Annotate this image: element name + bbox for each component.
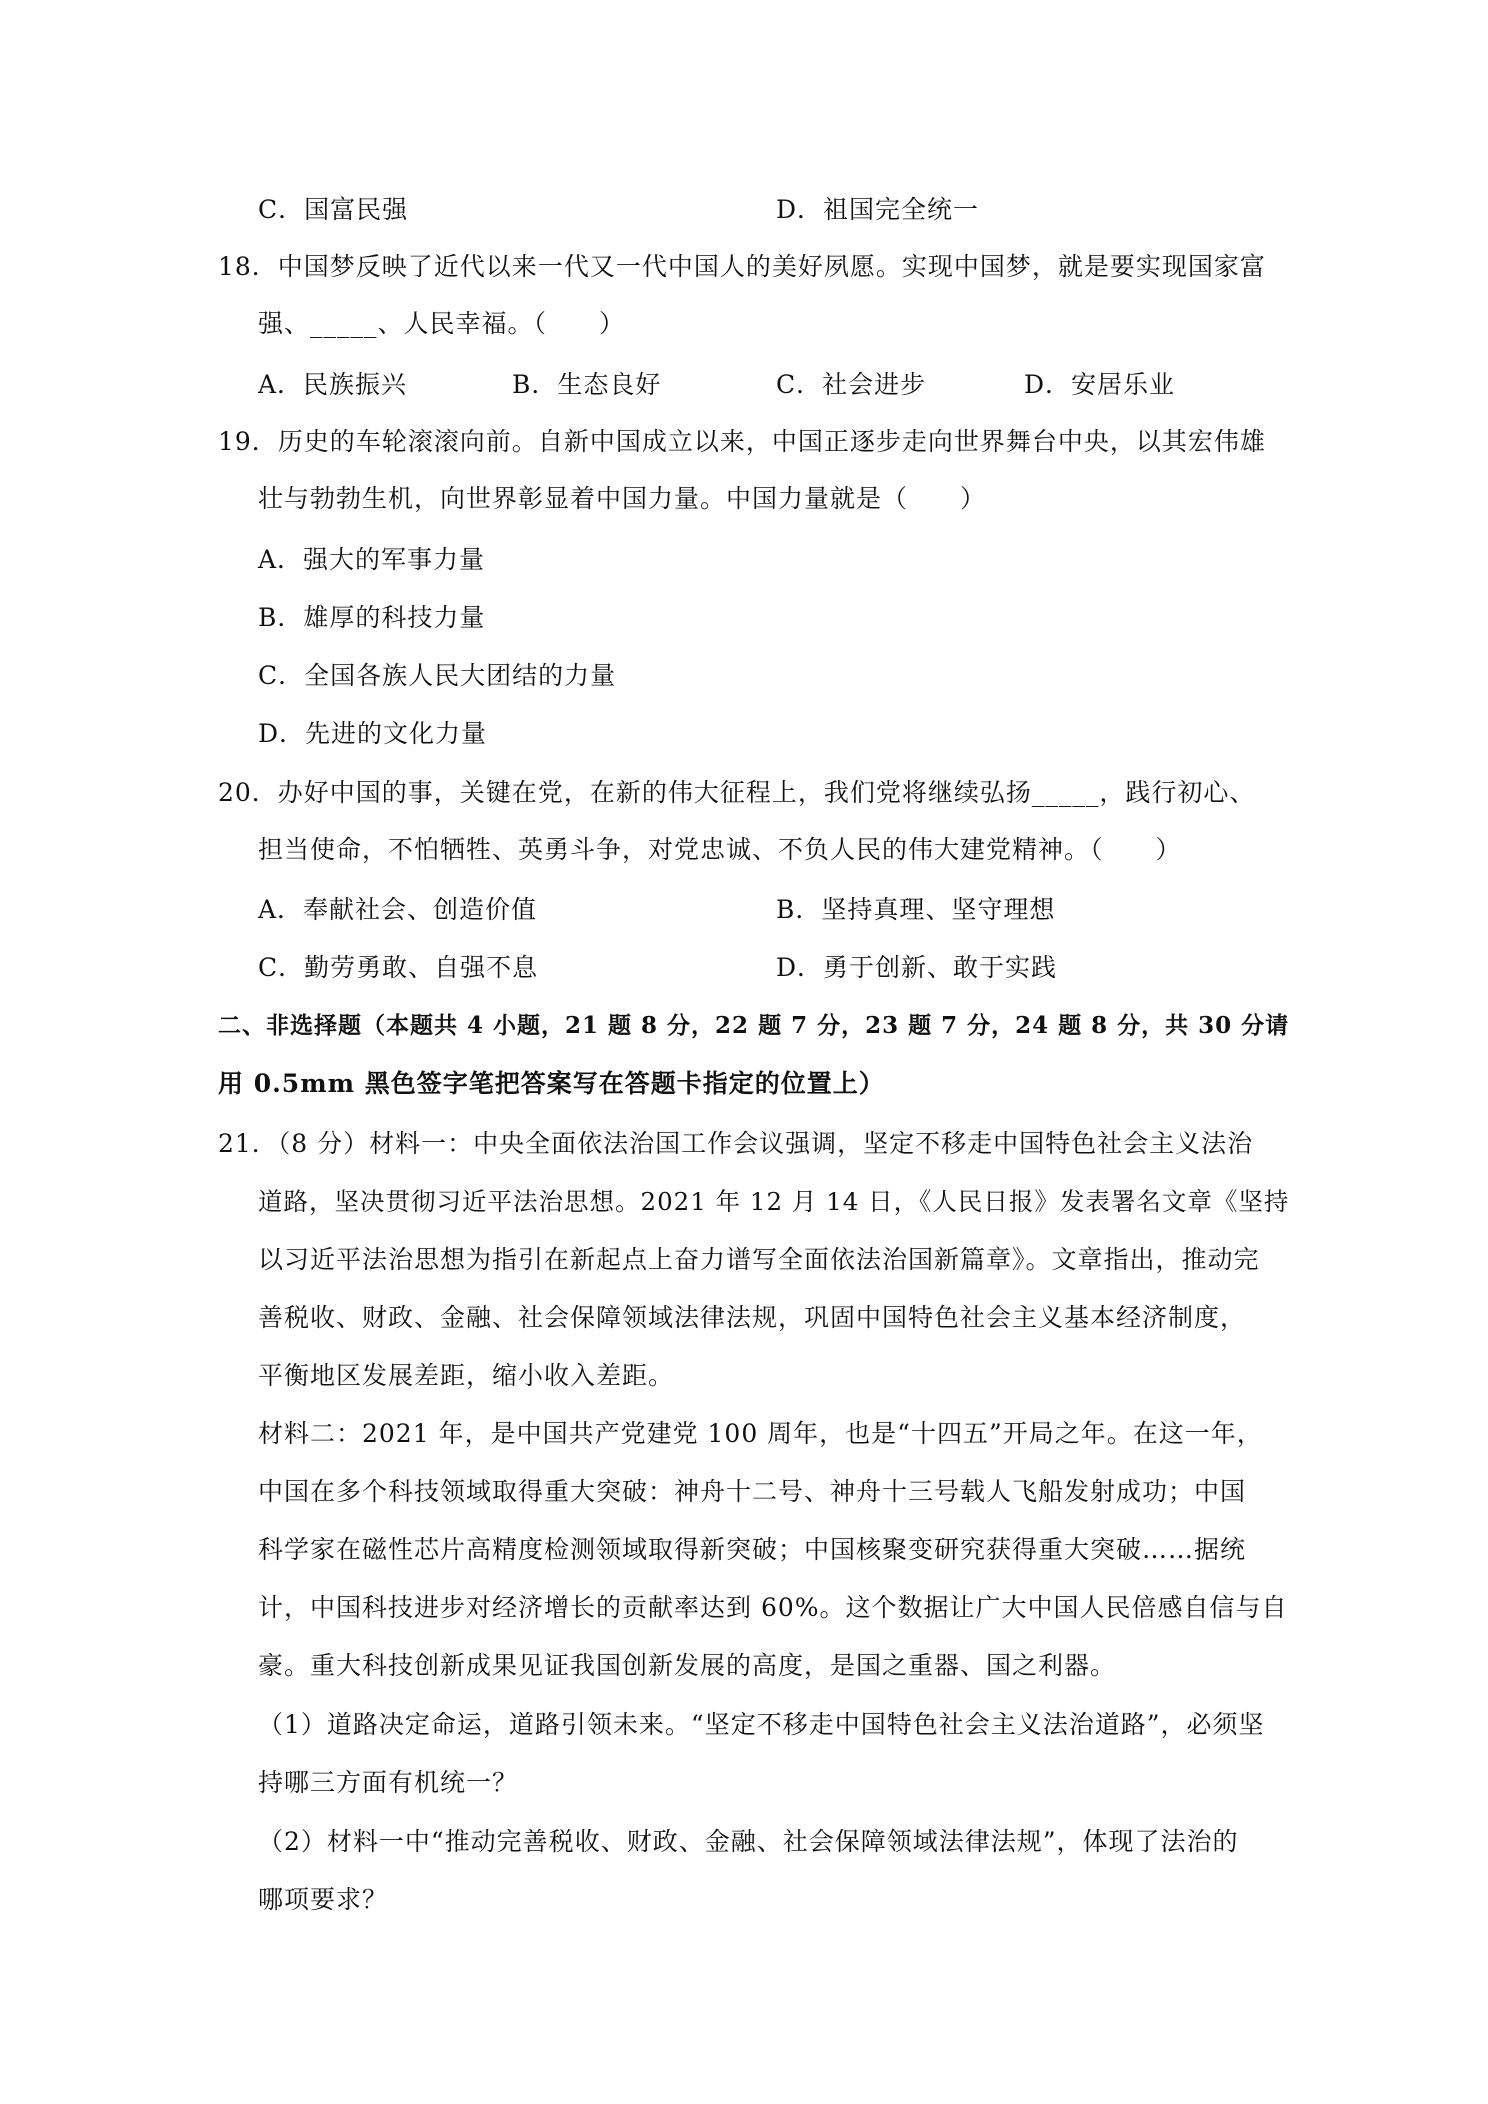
q17-option-c: C．国富民强 [258, 195, 409, 224]
q20-option-d: D．勇于创新、敢于实践 [776, 953, 1058, 982]
q18-option-c: C．社会进步 [776, 370, 927, 399]
section2-heading-line2: 用 0.5mm 黑色签字笔把答案写在答题卡指定的位置上） [218, 1069, 885, 1098]
q21-material2-line4: 计，中国科技进步对经济增长的贡献率达到 60%。这个数据让广大中国人民倍感自信与自 [258, 1593, 1288, 1622]
q21-material2-line2: 中国在多个科技领域取得重大突破：神舟十二号、神舟十三号载人飞船发射成功；中国 [258, 1477, 1247, 1506]
q20-stem-line2: 担当使命，不怕牺牲、英勇斗争，对党忠诚、不负人民的伟大建党精神。（ ） [258, 835, 1182, 864]
q21-sub2-line1: （2）材料一中“推动完善税收、财政、金融、社会保障领域法律法规”，体现了法治的 [258, 1827, 1239, 1856]
q21-sub1-line1: （1）道路决定命运，道路引领未来。“坚定不移走中国特色社会主义法治道路”，必须坚 [258, 1710, 1265, 1739]
q21-material2-line5: 豪。重大科技创新成果见证我国创新发展的高度，是国之重器、国之利器。 [258, 1651, 1117, 1680]
q21-sub2-line2: 哪项要求？ [258, 1885, 389, 1914]
q21-material1-line4: 善税收、财政、金融、社会保障领域法律法规，巩固中国特色社会主义基本经济制度， [258, 1303, 1247, 1332]
q21-material1-line3: 以习近平法治思想为指引在新起点上奋力谱写全面依法治国新篇章》。文章指出，推动完 [258, 1245, 1260, 1274]
q20-option-a: A．奉献社会、创造价值 [258, 895, 538, 924]
q19-option-c: C．全国各族人民大团结的力量 [258, 661, 617, 690]
q21-material1-line2: 道路，坚决贯彻习近平法治思想。2021 年 12 月 14 日，《人民日报》发表署名文章《坚持 [258, 1187, 1290, 1216]
q21-sub1-line2: 持哪三方面有机统一？ [258, 1768, 519, 1797]
q19-stem-line1: 19．历史的车轮滚滚向前。自新中国成立以来，中国正逐步走向世界舞台中央，以其宏伟雄 [218, 427, 1266, 456]
q17-option-d: D．祖国完全统一 [776, 195, 980, 224]
q21-material2-line1: 材料二：2021 年，是中国共产党建党 100 周年，也是“十四五”开局之年。在这一年， [258, 1419, 1263, 1448]
q20-option-b: B．坚持真理、坚守理想 [776, 895, 1056, 924]
q20-option-c: C．勤劳勇敢、自强不息 [258, 953, 539, 982]
q21-material1-line5: 平衡地区发展差距，缩小收入差距。 [258, 1361, 675, 1390]
q18-option-a: A．民族振兴 [258, 370, 408, 399]
q19-option-a: A．强大的军事力量 [258, 545, 486, 574]
q18-stem-line2: 强、_____、人民幸福。（ ） [258, 309, 626, 338]
q21-material2-line3: 科学家在磁性芯片高精度检测领域取得新突破；中国核聚变研究获得重大突破……据统 [258, 1535, 1247, 1564]
q18-stem-line1: 18．中国梦反映了近代以来一代又一代中国人的美好夙愿。实现中国梦，就是要实现国家富 [218, 252, 1266, 281]
q18-option-d: D．安居乐业 [1024, 370, 1176, 399]
q19-stem-line2: 壮与勃勃生机，向世界彰显着中国力量。中国力量就是（ ） [258, 484, 987, 513]
q19-option-b: B．雄厚的科技力量 [258, 603, 486, 632]
q18-option-b: B．生态良好 [512, 370, 662, 399]
q20-stem-line1: 20．办好中国的事，关键在党，在新的伟大征程上，我们党将继续弘扬_____，践行初心、 [218, 778, 1256, 807]
q19-option-d: D．先进的文化力量 [258, 719, 488, 748]
q21-material1-line1: 21．（8 分）材料一：中央全面依法治国工作会议强调，坚定不移走中国特色社会主义法治 [218, 1129, 1254, 1158]
section2-heading-line1: 二、非选择题（本题共 4 小题，21 题 8 分，22 题 7 分，23 题 7 分，24 题 8 分，共 30 分请 [218, 1012, 1290, 1039]
